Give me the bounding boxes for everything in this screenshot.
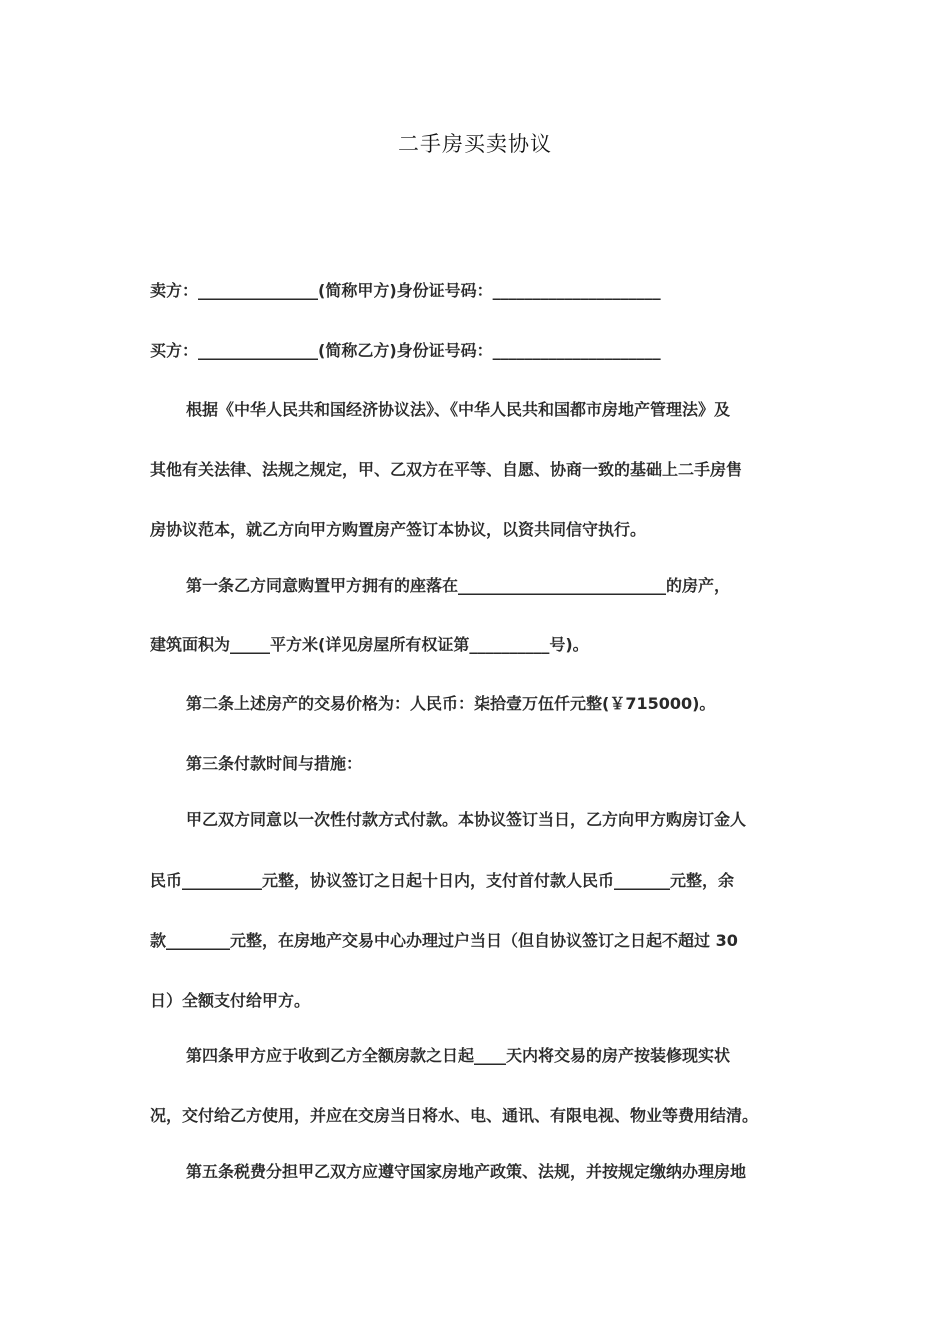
article-4-line-1: 第四条甲方应于收到乙方全额房款之日起____天内将交易的房产按装修现实状 [186, 1046, 731, 1065]
seller-line: 卖方：_______________(简称甲方)身份证号码：_____________________ [150, 281, 661, 300]
article-2-line: 第二条上述房产的交易价格为：人民币：柒拾壹万伍仟元整(￥715000)。 [186, 694, 716, 713]
preamble-line-2: 其他有关法律、法规之规定，甲、乙双方在平等、自愿、协商一致的基础上二手房售 [150, 460, 743, 479]
payment-line-1: 甲乙双方同意以一次性付款方式付款。本协议签订当日，乙方向甲方购房订金人 [186, 810, 747, 829]
document-title: 二手房买卖协议 [398, 132, 552, 156]
article-4-line-2: 况，交付给乙方使用，并应在交房当日将水、电、通讯、有限电视、物业等费用结清。 [150, 1106, 759, 1125]
article-3-heading: 第三条付款时间与措施： [186, 754, 363, 773]
payment-line-2: 民币__________元整，协议签订之日起十日内，支付首付款人民币_______元整，余 [150, 871, 735, 890]
preamble-line-3: 房协议范本，就乙方向甲方购置房产签订本协议，以资共同信守执行。 [150, 520, 647, 539]
article-5-line-1: 第五条税费分担甲乙双方应遵守国家房地产政策、法规，并按规定缴纳办理房地 [186, 1162, 747, 1181]
preamble-line-1: 根据《中华人民共和国经济协议法》、《中华人民共和国都市房地产管理法》及 [186, 400, 731, 419]
payment-line-3: 款________元整，在房地产交易中心办理过户当日（但自协议签订之日起不超过 30 [150, 931, 738, 950]
payment-line-4: 日）全额支付给甲方。 [150, 991, 311, 1010]
buyer-line: 买方：_______________(简称乙方)身份证号码：_____________________ [150, 341, 661, 360]
article-1-line-1: 第一条乙方同意购置甲方拥有的座落在__________________________的房产， [186, 576, 731, 595]
article-1-line-2: 建筑面积为_____平方米(详见房屋所有权证第__________号)。 [150, 635, 589, 654]
